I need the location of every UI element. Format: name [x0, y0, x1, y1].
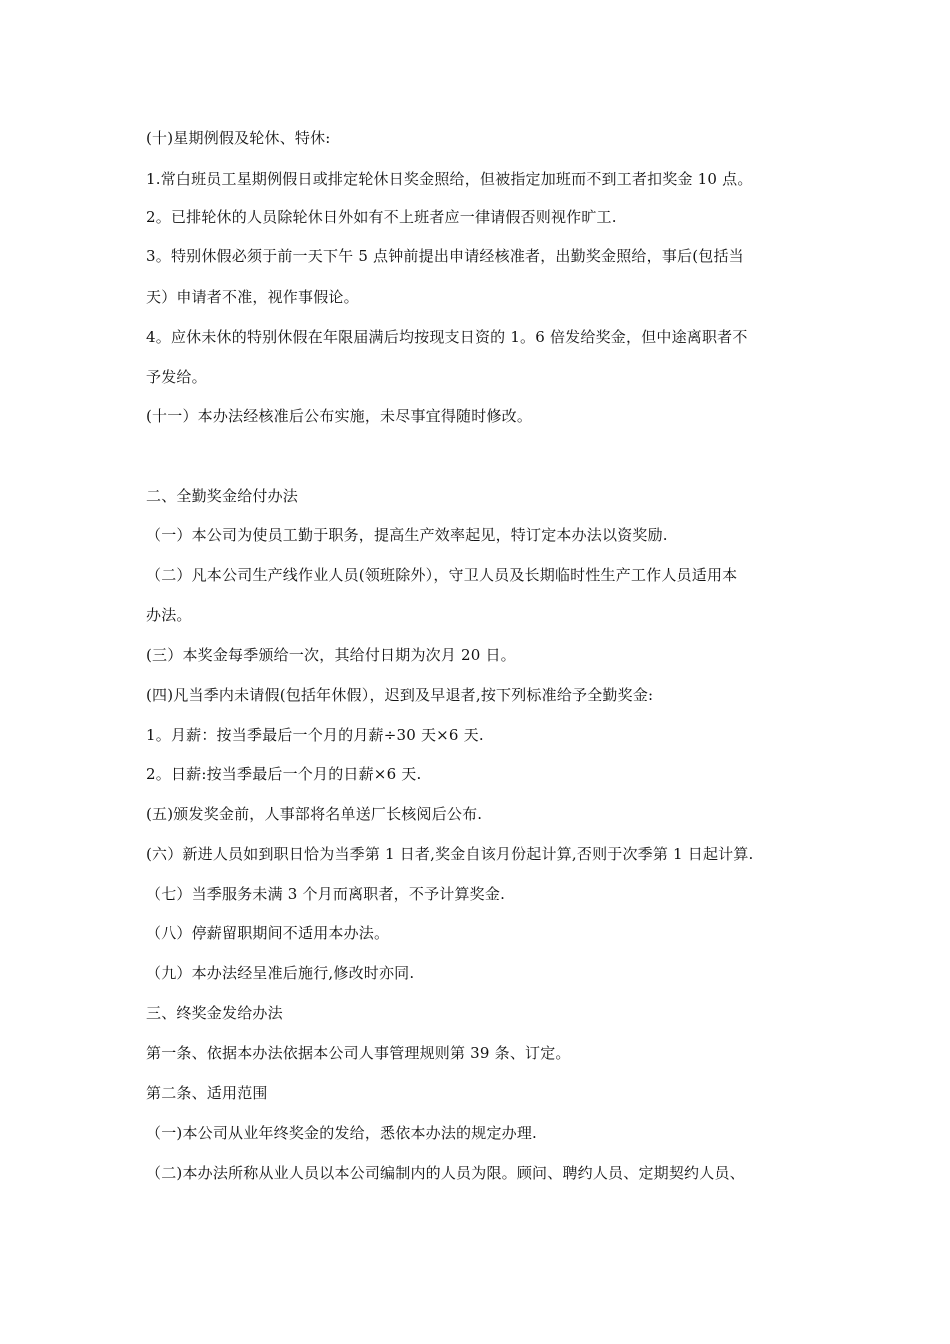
section-heading: 二、全勤奖金给付办法	[146, 487, 299, 505]
paragraph-line: (五)颁发奖金前，人事部将名单送厂长核阅后公布.	[146, 805, 483, 823]
paragraph-line: (四)凡当季内未请假(包括年休假），迟到及早退者,按下列标准给予全勤奖金:	[146, 686, 654, 704]
paragraph-line: 4。应休未休的特别休假在年限届满后均按现支日资的 1。6 倍发给奖金，但中途离职者不	[146, 328, 748, 346]
paragraph-line: （一)本公司从业年终奖金的发给，悉依本办法的规定办理.	[146, 1124, 538, 1142]
paragraph-line: （二)本办法所称从业人员以本公司编制内的人员为限。顾问、聘约人员、定期契约人员、	[146, 1164, 745, 1182]
paragraph-line: （一）本公司为使员工勤于职务，提高生产效率起见，特订定本办法以资奖励.	[146, 526, 668, 544]
paragraph-line: (十)星期例假及轮休、特休:	[146, 129, 331, 147]
paragraph-line: 1.常白班员工星期例假日或排定轮休日奖金照给，但被指定加班而不到工者扣奖金 10 点。	[146, 170, 753, 188]
paragraph-line: 第一条、依据本办法依据本公司人事管理规则第 39 条、订定。	[146, 1044, 571, 1062]
paragraph-line: (十一）本办法经核准后公布实施，未尽事宜得随时修改。	[146, 407, 533, 425]
paragraph-line: 予发给。	[146, 368, 207, 386]
section-heading: 三、终奖金发给办法	[146, 1004, 283, 1022]
paragraph-line: （八）停薪留职期间不适用本办法。	[146, 924, 390, 942]
paragraph-line: (三）本奖金每季颁给一次，其给付日期为次月 20 日。	[146, 646, 516, 664]
paragraph-line: 第二条、适用范围	[146, 1084, 268, 1102]
paragraph-line: （九）本办法经呈准后施行,修改时亦同.	[146, 964, 415, 982]
paragraph-line: 办法。	[146, 606, 192, 624]
paragraph-line: 2。日薪:按当季最后一个月的日薪×6 天.	[146, 765, 422, 783]
paragraph-line: 1。月薪：按当季最后一个月的月薪÷30 天×6 天.	[146, 726, 484, 744]
paragraph-line: （二）凡本公司生产线作业人员(领班除外），守卫人员及长期临时性生产工作人员适用本	[146, 566, 738, 584]
paragraph-line: 2。已排轮休的人员除轮休日外如有不上班者应一律请假否则视作旷工.	[146, 208, 617, 226]
paragraph-line: （七）当季服务未满 3 个月而离职者，不予计算奖金.	[146, 885, 506, 903]
paragraph-line: (六）新进人员如到职日恰为当季第 1 日者,奖金自该月份起计算,否则于次季第 1 日起计算.	[146, 845, 754, 863]
paragraph-line: 3。特别休假必须于前一天下午 5 点钟前提出申请经核准者，出勤奖金照给，事后(包括当	[146, 247, 744, 265]
paragraph-line: 天）申请者不准，视作事假论。	[146, 288, 359, 306]
